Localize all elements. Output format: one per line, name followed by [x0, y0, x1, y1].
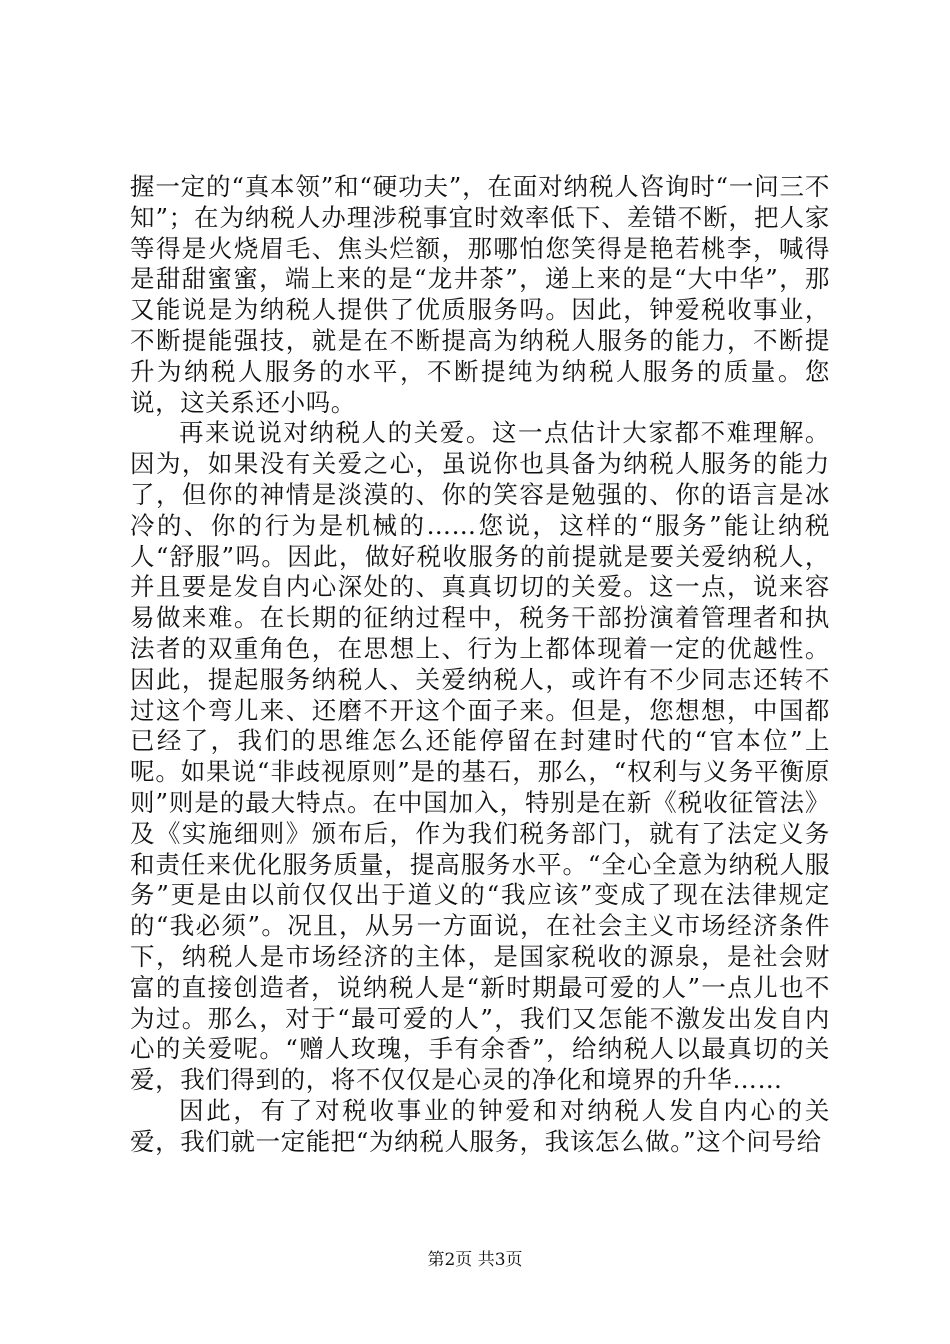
paragraph-1: 握一定的“真本领”和“硬功夫”，在面对纳税人咨询时“一问三不知”；在为纳税人办理涉税事宜时效率低下、差错不断，把人家等得是火烧眉毛、焦头烂额，那哪怕您笑得是艳若桃李，喊得是甜甜蜜蜜，端上来的是“龙井茶”，递上来的是“大中华”，那又能说是为纳税人提供了优质服务吗。因此，钟爱税收事业，不断提能强技，就是在不断提高为纳税人服务的能力，不断提升为纳税人服务的水平，不断提纯为纳税人服务的质量。您说，这关系还小吗。 [130, 172, 830, 417]
paragraph-2: 再来说说对纳税人的关爱。这一点估计大家都不难理解。因为，如果没有关爱之心，虽说你也具备为纳税人服务的能力了，但你的神情是淡漠的、你的笑容是勉强的、你的语言是冰冷的、你的行为是机械的……您说，这样的“服务”能让纳税人“舒服”吗。因此，做好税收服务的前提就是要关爱纳税人，并且要是发自内心深处的、真真切切的关爱。这一点，说来容易做来难。在长期的征纳过程中，税务干部扮演着管理者和执法者的双重角色，在思想上、行为上都体现着一定的优越性。因此，提起服务纳税人、关爱纳税人，或许有不少同志还转不过这个弯儿来、还磨不开这个面子来。但是，您想想，中国都已经了，我们的思维怎么还能停留在封建时代的“官本位”上呢。如果说“非歧视原则”是的基石，那么，“权利与义务平衡原则”则是的最大特点。在中国加入，特别是在新《税收征管法》及《实施细则》颁布后，作为我们税务部门，就有了法定义务和责任来优化服务质量，提高服务水平。“全心全意为纳税人服务”更是由以前仅仅出于道义的“我应该”变成了现在法律规定的“我必须”。况且，从另一方面说，在社会主义市场经济条件下，纳税人是市场经济的主体，是国家税收的源泉，是社会财富的直接创造者，说纳税人是“新时期最可爱的人”一点儿也不为过。那么，对于“最可爱的人”，我们又怎能不激发出发自内心的关爱呢。“赠人玫瑰，手有余香”，给纳税人以最真切的关爱，我们得到的，将不仅仅是心灵的净化和境界的升华…… [130, 418, 830, 1095]
document-body [130, 172, 830, 1158]
page-footer: 第2页 共3页 [427, 1250, 523, 1270]
paragraph-3: 因此，有了对税收事业的钟爱和对纳税人发自内心的关爱，我们就一定能把“为纳税人服务，我该怎么做。”这个问号给 [130, 1095, 830, 1156]
